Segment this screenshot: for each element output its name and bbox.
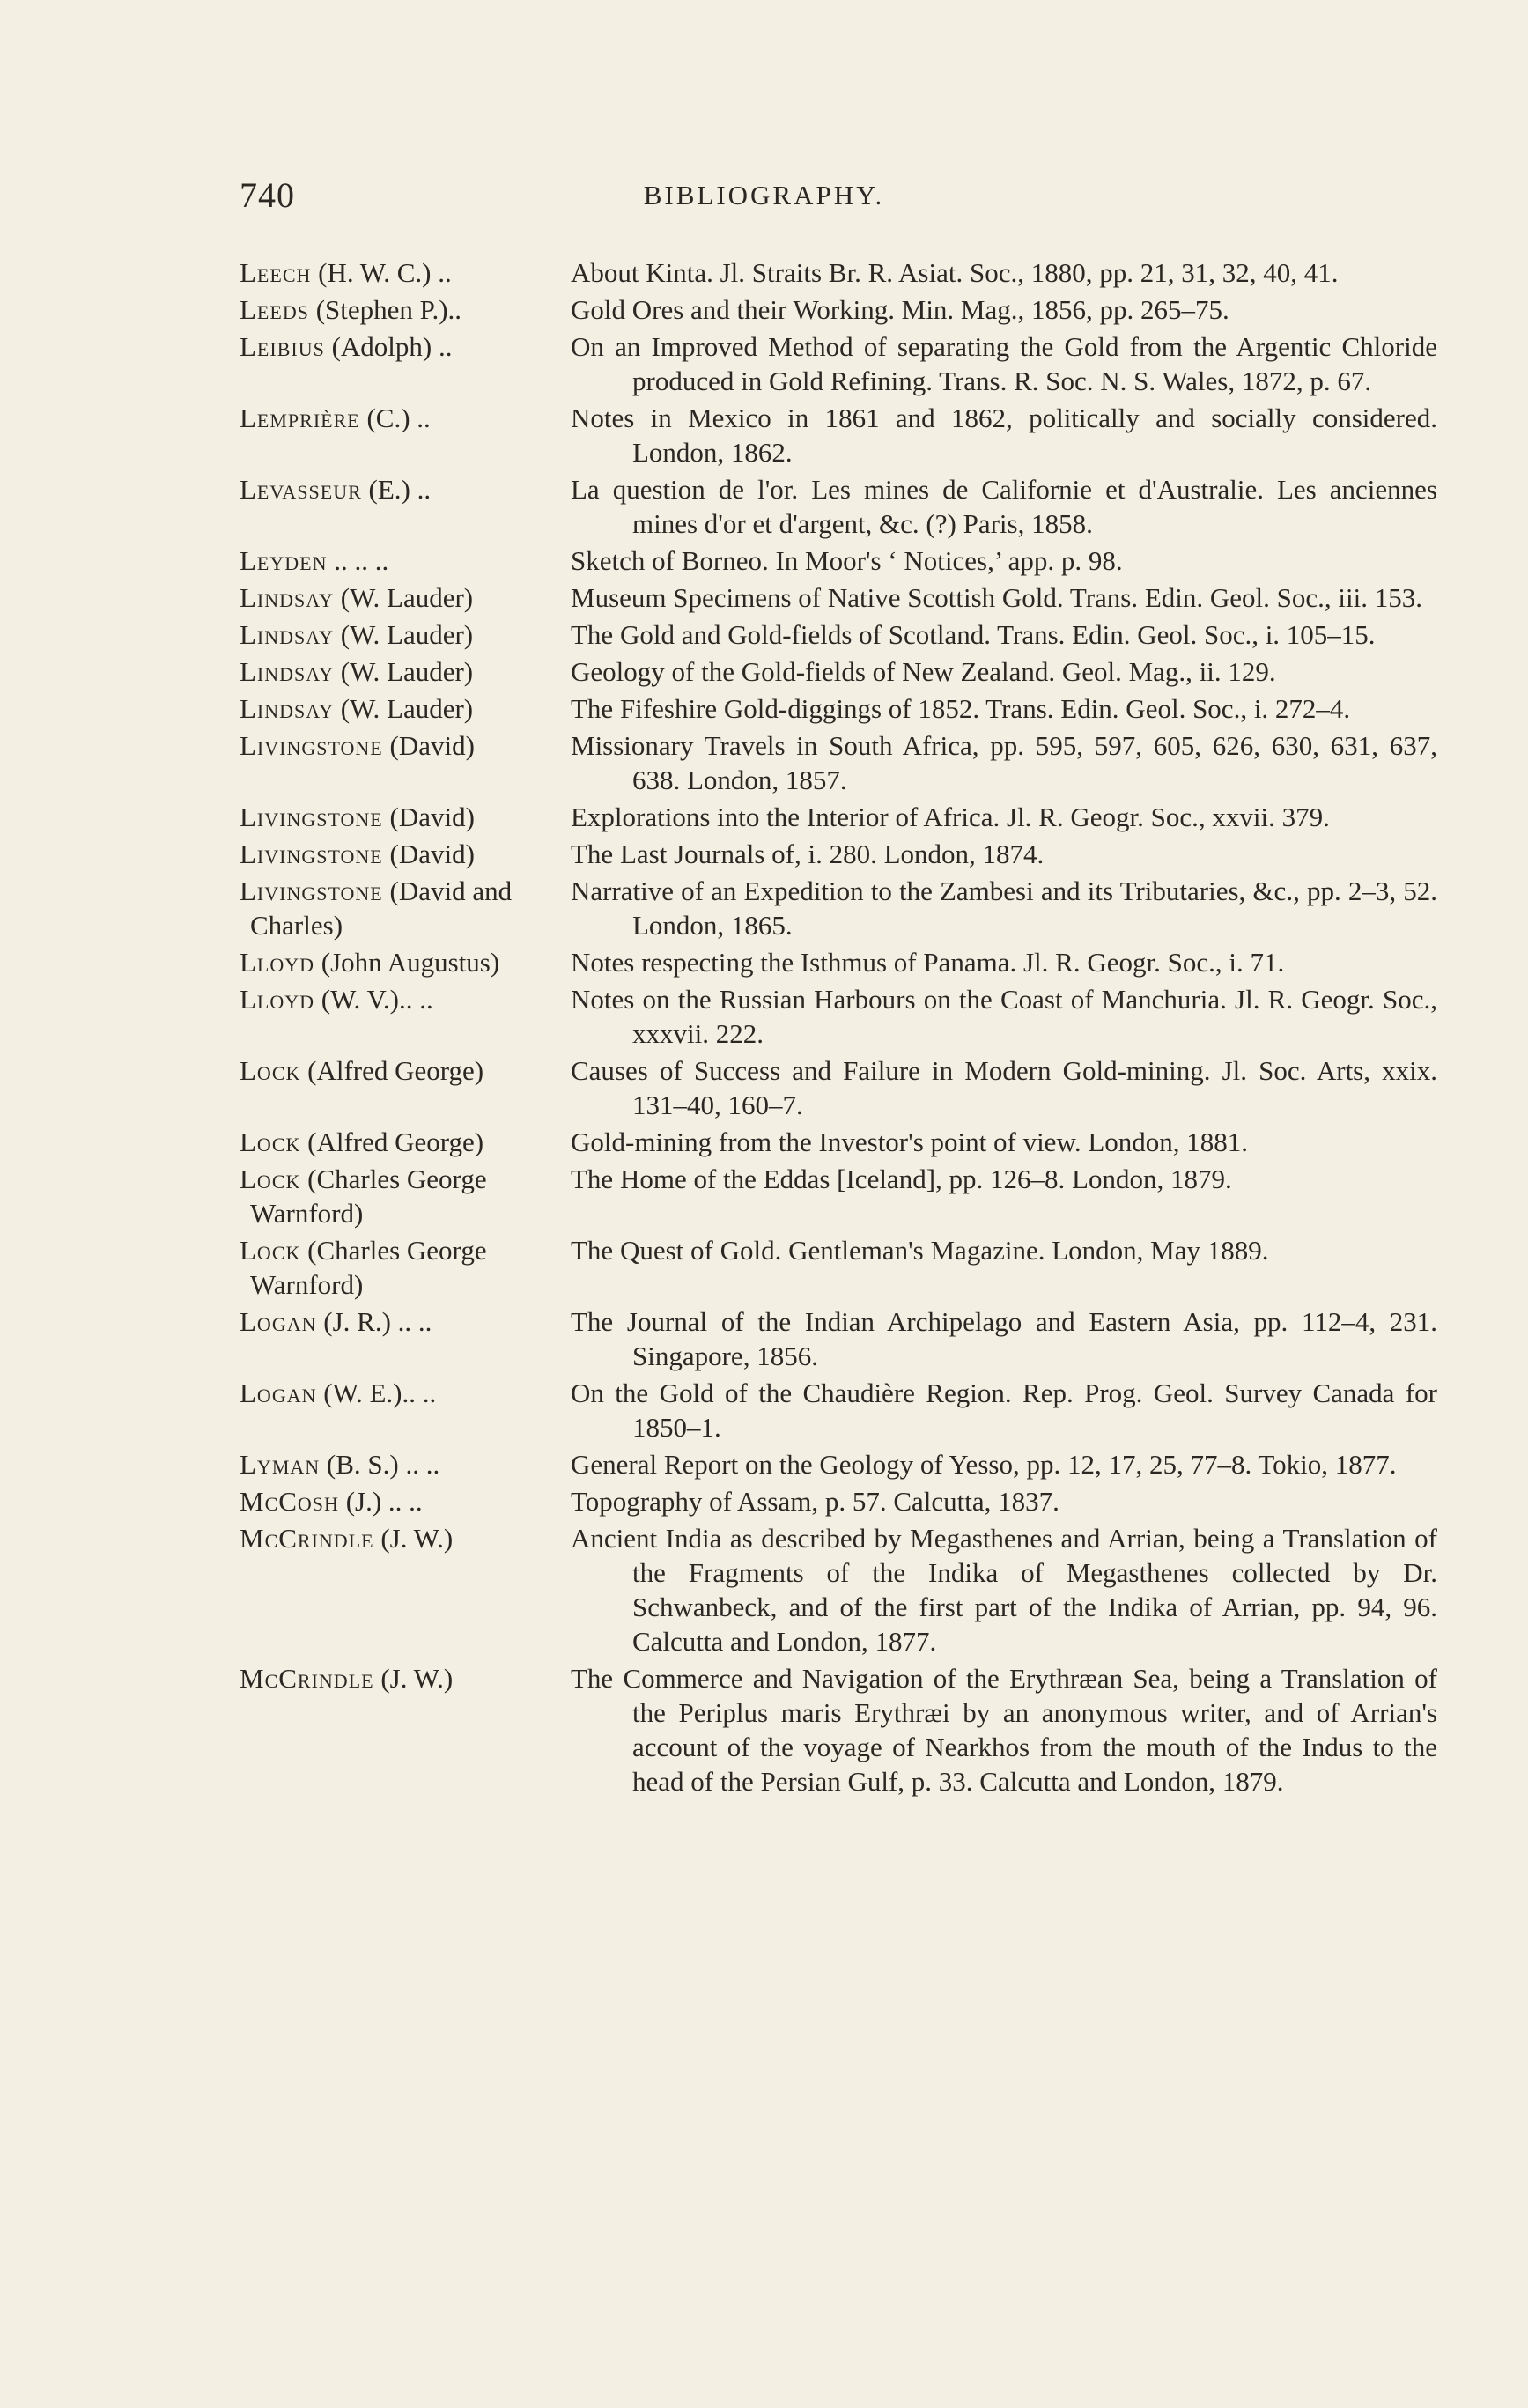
entry-work: Geology of the Gold-fields of New Zealand. Geol. Mag., ii. 129. xyxy=(571,656,1276,687)
entry-work: Gold Ores and their Working. Min. Mag., 1856, pp. 265–75. xyxy=(571,294,1229,325)
author-forenames: (B. S.) .. .. xyxy=(320,1449,440,1480)
bibliography-entry xyxy=(240,1304,1437,1373)
entry-author xyxy=(240,1484,571,1518)
bibliography-entry xyxy=(240,292,1437,327)
author-forenames: (W. E.).. .. xyxy=(316,1378,437,1408)
entry-author xyxy=(240,255,571,290)
author-forenames: (W. Lauder) xyxy=(334,619,474,650)
author-surname: McCrindle xyxy=(240,1663,374,1694)
author-forenames: (W. Lauder) xyxy=(334,582,474,613)
author-surname: Livingstone xyxy=(240,801,383,832)
author-surname: Lindsay xyxy=(240,656,335,687)
author-forenames: (Charles George Warnford) xyxy=(250,1163,487,1229)
author-forenames: (J. R.) .. .. xyxy=(316,1306,432,1337)
entry-work: The Home of the Eddas [Iceland], pp. 126–8. London, 1879. xyxy=(571,1163,1232,1194)
bibliography-entry xyxy=(240,654,1437,689)
entry-author xyxy=(240,1376,571,1410)
page-number: 740 xyxy=(240,175,295,215)
author-forenames: (Adolph) .. xyxy=(324,331,453,362)
bibliography-entry xyxy=(240,874,1437,942)
bibliography-entry xyxy=(240,401,1437,469)
author-forenames: (David) xyxy=(382,801,475,832)
bibliography-entry xyxy=(240,691,1437,726)
author-surname: Logan xyxy=(240,1306,317,1337)
bibliography-entry xyxy=(240,1053,1437,1122)
author-forenames: (Alfred George) xyxy=(300,1055,484,1086)
entry-work: On the Gold of the Chaudière Region. Rep. Prog. Geol. Survey Canada for 1850–1. xyxy=(571,1378,1437,1443)
author-forenames: .. .. .. xyxy=(327,545,389,576)
bibliography-list xyxy=(240,255,1437,1801)
bibliography-entry xyxy=(240,1233,1437,1302)
entry-author xyxy=(240,1521,571,1555)
bibliography-entry xyxy=(240,837,1437,871)
author-surname: Lock xyxy=(240,1126,301,1157)
entry-author xyxy=(240,691,571,726)
bibliography-entry xyxy=(240,472,1437,541)
bibliography-entry xyxy=(240,1162,1437,1230)
author-forenames: (David) xyxy=(382,838,475,869)
running-head: BIBLIOGRAPHY. xyxy=(643,180,885,211)
author-forenames: (John Augustus) xyxy=(314,947,500,978)
entry-work: Narrative of an Expedition to the Zambesi and its Tributaries, &c., pp. 2–3, 52. London, 1865. xyxy=(571,875,1437,941)
bibliography-entry xyxy=(240,1125,1437,1159)
author-forenames: (J. W.) xyxy=(373,1663,454,1694)
author-surname: Lyman xyxy=(240,1449,321,1480)
author-forenames: (Charles George Warnford) xyxy=(250,1235,487,1300)
author-surname: Livingstone xyxy=(240,875,383,906)
entry-work: About Kinta. Jl. Straits Br. R. Asiat. Soc., 1880, pp. 21, 31, 32, 40, 41. xyxy=(571,257,1339,288)
entry-work: The Last Journals of, i. 280. London, 1874. xyxy=(571,838,1045,869)
entry-work: Notes in Mexico in 1861 and 1862, politically and socially considered. London, 1862. xyxy=(571,403,1437,468)
bibliography-entry xyxy=(240,329,1437,398)
entry-author xyxy=(240,1162,571,1230)
author-forenames: (J. W.) xyxy=(373,1523,454,1554)
author-forenames: (David) xyxy=(382,730,475,761)
author-forenames: (C.) .. xyxy=(359,403,431,433)
author-surname: Lindsay xyxy=(240,619,335,650)
entry-work: Museum Specimens of Native Scottish Gold. Trans. Edin. Geol. Soc., iii. 153. xyxy=(571,582,1422,613)
entry-author xyxy=(240,580,571,615)
entry-author xyxy=(240,837,571,871)
bibliography-entry xyxy=(240,1521,1437,1658)
entry-work: The Quest of Gold. Gentleman's Magazine. London, May 1889. xyxy=(571,1235,1269,1266)
entry-author xyxy=(240,401,571,435)
entry-work: Topography of Assam, p. 57. Calcutta, 1837. xyxy=(571,1486,1059,1517)
author-forenames: (E.) .. xyxy=(361,474,432,505)
author-forenames: (H. W. C.) .. xyxy=(311,257,452,288)
author-forenames: (J.) .. .. xyxy=(338,1486,423,1517)
author-surname: McCosh xyxy=(240,1486,339,1517)
author-surname: Lindsay xyxy=(240,582,335,613)
entry-author xyxy=(240,654,571,689)
author-surname: Lock xyxy=(240,1163,301,1194)
author-surname: Logan xyxy=(240,1378,317,1408)
entry-author xyxy=(240,1053,571,1088)
author-surname: Livingstone xyxy=(240,730,383,761)
bibliography-entry xyxy=(240,1447,1437,1481)
bibliography-entry xyxy=(240,543,1437,578)
entry-work: Missionary Travels in South Africa, pp. 595, 597, 605, 626, 630, 631, 637, 638. London, 1857. xyxy=(571,730,1437,795)
author-surname: Lindsay xyxy=(240,693,335,724)
entry-work: On an Improved Method of separating the Gold from the Argentic Chloride produced in Gold Refining. Trans. R. Soc. N. S. Wales, 1872, p. 67. xyxy=(571,331,1437,396)
entry-author xyxy=(240,982,571,1016)
bibliography-entry xyxy=(240,580,1437,615)
entry-work: The Commerce and Navigation of the Erythræan Sea, being a Translation of the Periplus maris Erythræi by an anonymous writer, and of Arrian's account of the voyage of Nearkhos from the mouth of the Indus to the head of the Persian Gulf, p. 33. Calcutta and London, 1879. xyxy=(571,1663,1437,1797)
entry-author xyxy=(240,800,571,834)
entry-work: Gold-mining from the Investor's point of view. London, 1881. xyxy=(571,1126,1249,1157)
bibliography-entry xyxy=(240,728,1437,797)
entry-author xyxy=(240,728,571,763)
bibliography-entry xyxy=(240,617,1437,652)
entry-author xyxy=(240,1304,571,1339)
entry-work: The Gold and Gold-fields of Scotland. Trans. Edin. Geol. Soc., i. 105–15. xyxy=(571,619,1376,650)
bibliography-entry xyxy=(240,982,1437,1051)
entry-work: The Fifeshire Gold-diggings of 1852. Trans. Edin. Geol. Soc., i. 272–4. xyxy=(571,693,1351,724)
author-forenames: (Stephen P.).. xyxy=(308,294,462,325)
author-surname: Leech xyxy=(240,257,312,288)
author-surname: Lloyd xyxy=(240,947,315,978)
bibliography-entry xyxy=(240,1376,1437,1444)
author-forenames: (David and Charles) xyxy=(250,875,513,941)
author-surname: Levasseur xyxy=(240,474,362,505)
entry-author xyxy=(240,329,571,364)
author-surname: Lock xyxy=(240,1235,301,1266)
entry-author xyxy=(240,617,571,652)
author-forenames: (Alfred George) xyxy=(300,1126,484,1157)
entry-author xyxy=(240,1125,571,1159)
entry-author xyxy=(240,945,571,979)
author-forenames: (W. Lauder) xyxy=(334,693,474,724)
entry-author xyxy=(240,472,571,506)
author-surname: Livingstone xyxy=(240,838,383,869)
entry-work: The Journal of the Indian Archipelago and Eastern Asia, pp. 112–4, 231. Singapore, 1856. xyxy=(571,1306,1437,1371)
entry-work: Notes on the Russian Harbours on the Coast of Manchuria. Jl. R. Geogr. Soc., xxxvii. 222. xyxy=(571,984,1437,1049)
entry-work: Causes of Success and Failure in Modern Gold-mining. Jl. Soc. Arts, xxix. 131–40, 160–7. xyxy=(571,1055,1437,1120)
entry-author xyxy=(240,1661,571,1695)
bibliography-entry xyxy=(240,1661,1437,1799)
author-surname: Leeds xyxy=(240,294,309,325)
entry-work: Explorations into the Interior of Africa. Jl. R. Geogr. Soc., xxvii. 379. xyxy=(571,801,1330,832)
entry-work: Notes respecting the Isthmus of Panama. Jl. R. Geogr. Soc., i. 71. xyxy=(571,947,1285,978)
author-surname: Leibius xyxy=(240,331,325,362)
author-surname: Lock xyxy=(240,1055,301,1086)
entry-author xyxy=(240,874,571,942)
entry-work: General Report on the Geology of Yesso, pp. 12, 17, 25, 77–8. Tokio, 1877. xyxy=(571,1449,1397,1480)
entry-author xyxy=(240,292,571,327)
entry-work: Ancient India as described by Megasthenes and Arrian, being a Translation of the Fragments of the Indika of Megasthenes collected by Dr. Schwanbeck, and of the first part of the Indika of Arrian, pp. 94, 96. Calcutta and London, 1877. xyxy=(571,1523,1437,1657)
author-forenames: (W. V.).. .. xyxy=(314,984,433,1015)
entry-author xyxy=(240,1233,571,1302)
bibliography-entry xyxy=(240,800,1437,834)
author-surname: Lloyd xyxy=(240,984,315,1015)
author-surname: McCrindle xyxy=(240,1523,374,1554)
entry-author xyxy=(240,543,571,578)
author-surname: Leyden xyxy=(240,545,328,576)
entry-author xyxy=(240,1447,571,1481)
bibliography-entry xyxy=(240,1484,1437,1518)
entry-work: Sketch of Borneo. In Moor's ‘ Notices,’ app. p. 98. xyxy=(571,545,1123,576)
bibliography-entry xyxy=(240,945,1437,979)
author-surname: Lemprière xyxy=(240,403,360,433)
author-forenames: (W. Lauder) xyxy=(334,656,474,687)
bibliography-entry xyxy=(240,255,1437,290)
entry-work: La question de l'or. Les mines de Californie et d'Australie. Les anciennes mines d'or et d'argent, &c. (?) Paris, 1858. xyxy=(571,474,1437,539)
